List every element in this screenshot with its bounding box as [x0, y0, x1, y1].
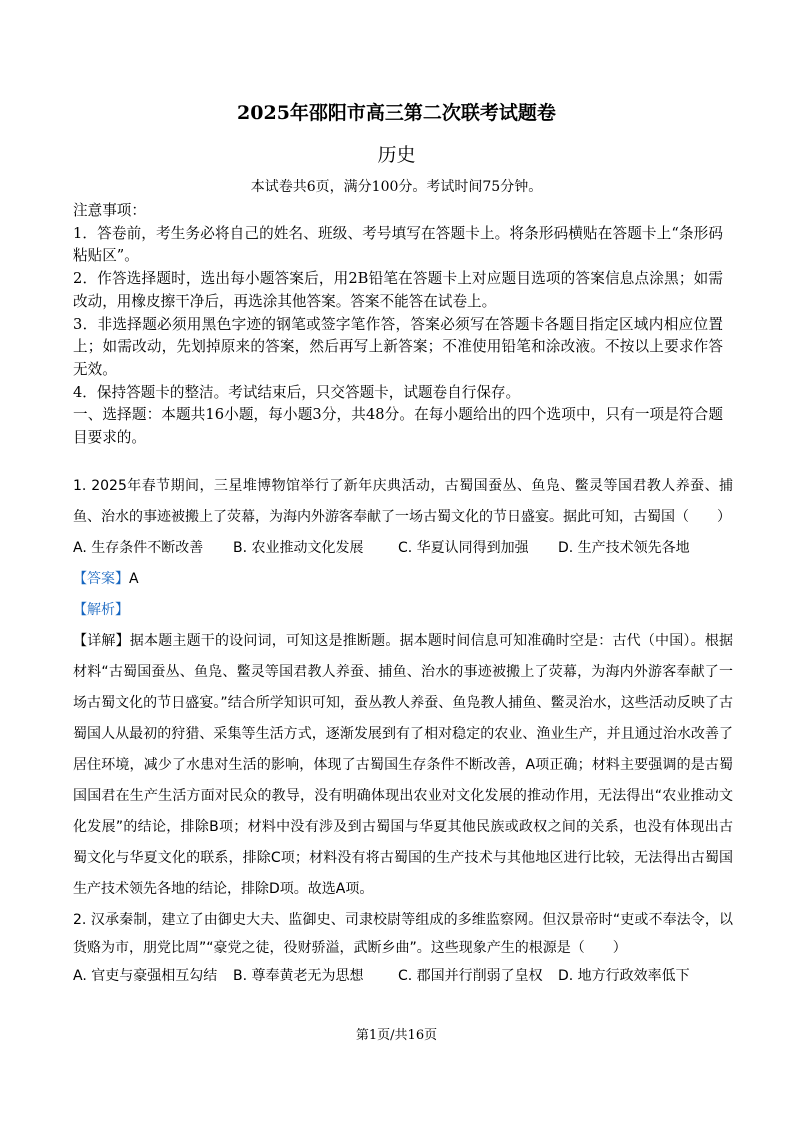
- section-heading: 一、选择题：本题共16小题，每小题3分，共48分。在每小题给出的四个选项中，只有一项是符合题目要求的。: [73, 406, 723, 447]
- option-a: A. 官吏与豪强相互勾结: [73, 968, 218, 984]
- notes-item-1: 1．答卷前，考生务必将自己的姓名、班级、考号填写在答题卡上。将条形码横贴在答题卡上“条形码粘贴区”。: [73, 224, 723, 265]
- exam-subject: 历史: [377, 144, 416, 166]
- notes-block: [73, 200, 723, 450]
- page-footer: 第1页/共16页: [355, 1028, 438, 1043]
- analysis-label: 【解析】: [73, 602, 129, 618]
- notes-item-3: 3．非选择题必须用黑色字迹的钢笔或签字笔作答，答案必须写在答题卡各题目指定区域内相应位置上；如需改动，先划掉原来的答案，然后再写上新答案；不准使用铅笔和涂改液。不按以上要求作答无效。: [73, 315, 723, 378]
- option-b: B. 尊奉黄老无为思想: [233, 968, 364, 984]
- detail-paragraph: [73, 626, 733, 905]
- notes-item-2: 2．作答选择题时，选出每小题答案后，用2B铅笔在答题卡上对应题目选项的答案信息点涂黑；如需改动，用橡皮擦干净后，再选涂其他答案。答案不能答在试卷上。: [73, 270, 723, 310]
- answer-label: 【答案】: [73, 571, 129, 587]
- question-2-stem: 2. 汉承秦制，建立了由御史大夫、监御史、司隶校尉等组成的多维监察网。但汉景帝时“吏或不奉法令，以货赂为市，朋党比周”“豪党之徒，役财骄溢，武断乡曲”。这些现象产生的根源是（ ）: [73, 912, 733, 956]
- answer-line: [73, 564, 733, 595]
- analysis-line: [73, 595, 733, 626]
- question-1: [73, 471, 733, 905]
- question-2: [73, 906, 733, 990]
- question-1-stem: 1. 2025年春节期间，三星堆博物馆举行了新年庆典活动，古蜀国蚕丛、鱼凫、鳖灵等国君教人养蚕、捕鱼、治水的事迹被搬上了荧幕，为海内外游客奉献了一场古蜀文化的节日盛宴。据此可知，古蜀国（ ）: [73, 478, 733, 525]
- question-1-options: [73, 533, 733, 564]
- notes-item-4: 4．保持答题卡的整洁。考试结束后，只交答题卡，试题卷自行保存。: [73, 383, 521, 401]
- detail-label: 【详解】: [73, 633, 130, 649]
- option-c: C. 郡国并行削弱了皇权: [398, 968, 543, 984]
- option-c: C. 华夏认同得到加强: [398, 540, 529, 556]
- detail-text: 据本题主题干的设问词，可知这是推断题。据本题时间信息可知准确时空是：古代（中国）。根据材料“古蜀国蚕丛、鱼凫、鳖灵等国君教人养蚕、捕鱼、治水的事迹被搬上了荧幕，为海内外游客奉献了一场古蜀文化的节日盛宴。”结合所学知识可知，蚕丛教人养蚕、鱼凫教人捕鱼、鳖灵治水，这些活动反映了古蜀国人从最初的狩猎、采集等生活方式，逐渐发展到有了相对稳定的农业、渔业生产，并且通过治水改善了居住环境，减少了水患对生活的影响，体现了古蜀国生存条件不断改善，A项正确；材料主要强调的是古蜀国国君在生产生活方面对民众的教导，没有明确体现出农业对文化发展的推动作用，无法得出“农业推动文化发展”的结论，排除B项；材料中没有涉及到古蜀国与华夏其他民族或政权之间的关系，也没有体现出古蜀文化与华夏文化的联系，排除C项；材料没有将古蜀国的生产技术与其他地区进行比较，无法得出古蜀国生产技术领先各地的结论，排除D项。故选A项。: [73, 633, 734, 897]
- option-a: A. 生存条件不断改善: [73, 540, 204, 556]
- notes-heading: 注意事项：: [73, 202, 146, 219]
- answer-value: A: [129, 571, 139, 587]
- option-d: D. 地方行政效率低下: [558, 968, 690, 984]
- exam-meta: 本试卷共6页，满分100分。考试时间75分钟。: [250, 179, 543, 195]
- option-b: B. 农业推动文化发展: [233, 540, 364, 556]
- question-2-options: [73, 962, 733, 990]
- option-d: D. 生产技术领先各地: [558, 540, 690, 556]
- exam-title: 2025年邵阳市高三第二次联考试题卷: [237, 102, 556, 124]
